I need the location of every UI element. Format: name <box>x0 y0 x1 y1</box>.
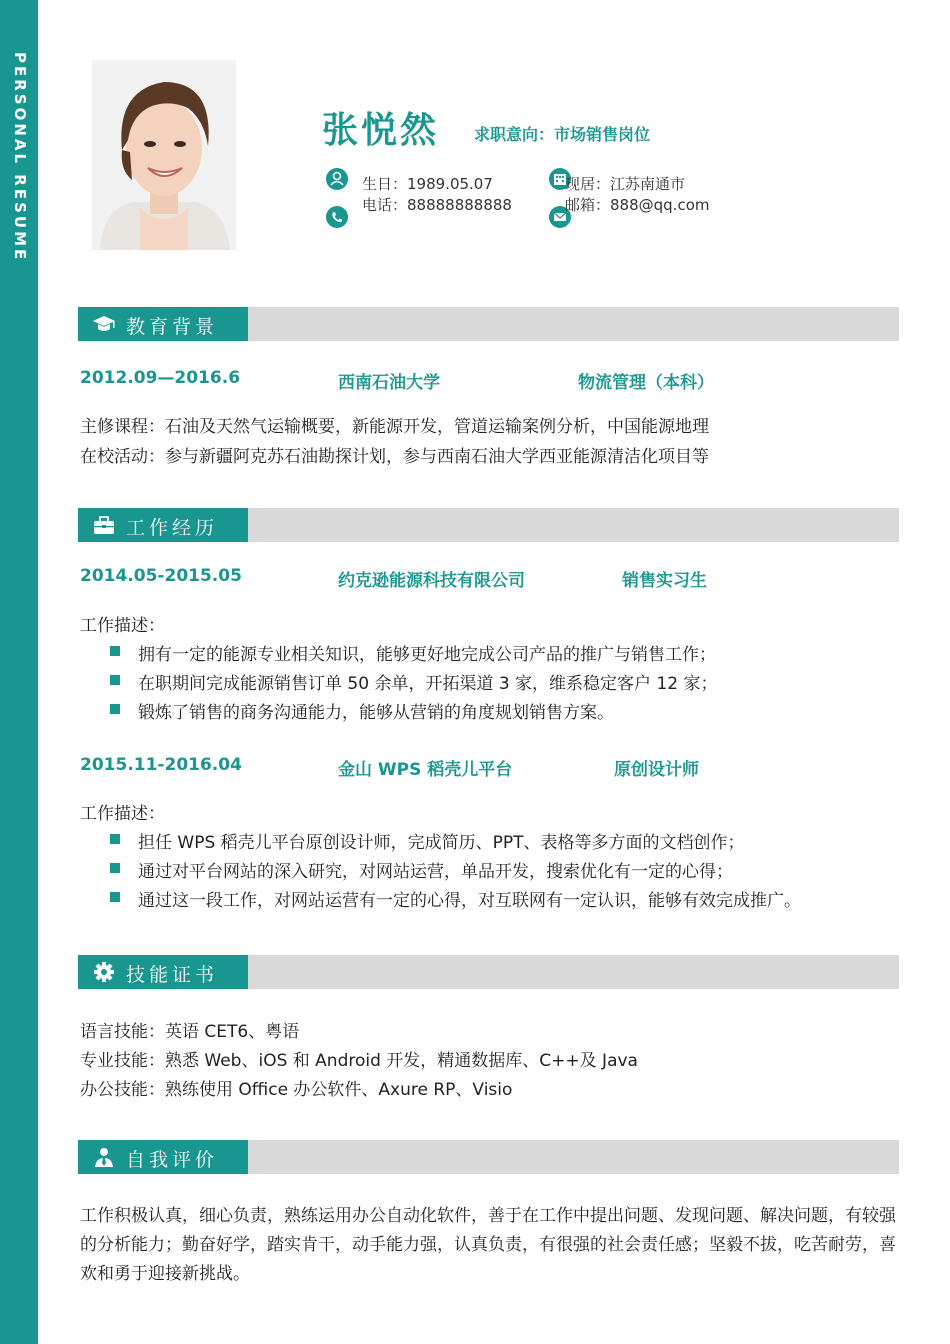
job-item: 在职期间完成能源销售订单 50 余单，开拓渠道 3 家，维系稳定客户 12 家； <box>138 674 718 694</box>
skill-professional: 专业技能：熟悉 Web、iOS 和 Android 开发，精通数据库、C++及 Java <box>80 1051 638 1071</box>
job-company: 约克逊能源科技有限公司 <box>338 571 525 591</box>
skill-office: 办公技能：熟练使用 Office 办公软件、Axure RP、Visio <box>80 1080 513 1100</box>
edu-courses: 主修课程：石油及天然气运输概要，新能源开发，管道运输案例分析，中国能源地理 <box>80 417 709 437</box>
section-title: 技能证书 <box>126 964 219 986</box>
birth-date: 生日：1989.05.07 <box>362 175 493 193</box>
section-education-header <box>78 307 899 341</box>
sidebar-label-box <box>0 52 38 262</box>
edu-major: 物流管理（本科） <box>578 373 714 393</box>
briefcase-icon <box>92 514 116 536</box>
section-work-header <box>78 508 899 542</box>
bullet-icon <box>110 863 120 873</box>
section-tab <box>78 508 248 542</box>
sidebar <box>0 0 38 1344</box>
job-intent: 求职意向：市场销售岗位 <box>474 125 651 144</box>
candidate-name: 张悦然 <box>322 110 440 151</box>
section-tab <box>78 1140 248 1174</box>
section-self-header <box>78 1140 899 1174</box>
profile-photo <box>92 60 236 250</box>
job-period: 2014.05-2015.05 <box>80 566 242 586</box>
residence: 现居：江苏南通市 <box>565 175 686 193</box>
sidebar-label: PERSONAL RESUME <box>11 52 29 263</box>
edu-period: 2012.09—2016.6 <box>80 368 241 388</box>
job-item: 锻炼了销售的商务沟通能力，能够从营销的角度规划销售方案。 <box>138 703 614 723</box>
self-evaluation-text: 工作积极认真，细心负责，熟练运用办公自动化软件，善于在工作中提出问题、发现问题、解决问题，有较强的分析能力；勤奋好学，踏实肯干，动手能力强，认真负责，有很强的社会责任感；坚毅不拔，吃苦耐劳，喜欢和勇于迎接新挑战。 <box>80 1206 896 1284</box>
job-item: 担任 WPS 稻壳儿平台原创设计师，完成简历、PPT、表格等多方面的文档创作； <box>138 833 745 853</box>
phone-number: 电话：88888888888 <box>362 196 512 214</box>
graduation-cap-icon <box>92 313 116 335</box>
job-company: 金山 WPS 稻壳儿平台 <box>338 760 513 780</box>
job-desc-label: 工作描述： <box>80 804 165 824</box>
bullet-icon <box>110 675 120 685</box>
job-desc-label: 工作描述： <box>80 616 165 636</box>
bullet-icon <box>110 892 120 902</box>
section-tab <box>78 955 248 989</box>
job-role: 原创设计师 <box>614 760 699 780</box>
job-item: 通过这一段工作，对网站运营有一定的心得，对互联网有一定认识，能够有效完成推广。 <box>138 891 801 911</box>
person-tie-icon <box>92 1146 116 1168</box>
bullet-icon <box>110 834 120 844</box>
phone-icon <box>326 206 348 228</box>
job-role: 销售实习生 <box>622 571 707 591</box>
section-skills-header <box>78 955 899 989</box>
bullet-icon <box>110 646 120 656</box>
job-period: 2015.11-2016.04 <box>80 755 242 775</box>
skill-language: 语言技能：英语 CET6、粤语 <box>80 1022 300 1042</box>
section-title: 自我评价 <box>126 1149 219 1171</box>
edu-school: 西南石油大学 <box>338 373 440 393</box>
bullet-icon <box>110 704 120 714</box>
gear-icon <box>92 961 116 983</box>
user-icon <box>326 168 348 190</box>
edu-activities: 在校活动：参与新疆阿克苏石油勘探计划，参与西南石油大学西亚能源清洁化项目等 <box>80 447 709 467</box>
job-item: 拥有一定的能源专业相关知识，能够更好地完成公司产品的推广与销售工作； <box>138 645 716 665</box>
section-title: 教育背景 <box>126 316 219 338</box>
email-address: 邮箱：888@qq.com <box>565 196 710 214</box>
job-item: 通过对平台网站的深入研究，对网站运营，单品开发，搜索优化有一定的心得； <box>138 862 733 882</box>
section-title: 工作经历 <box>126 517 219 539</box>
section-tab <box>78 307 248 341</box>
